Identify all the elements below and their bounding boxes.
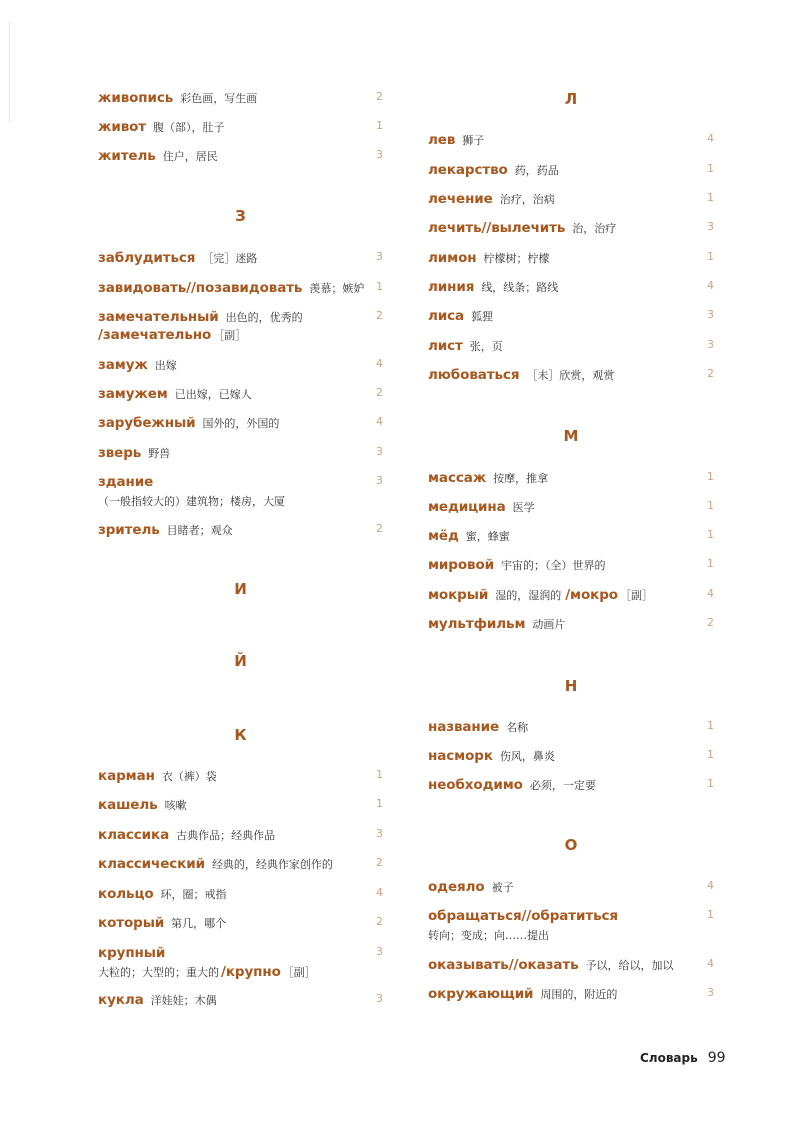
vocab-entry (428, 557, 714, 573)
vocab-entry (428, 220, 714, 236)
entry-line (98, 148, 383, 164)
chinese-translation: 咳嗽 (164, 799, 187, 812)
lesson-number: 1 (707, 250, 714, 263)
chinese-translation: 转向；变成；向……提出 (428, 929, 549, 942)
russian-word: название (428, 719, 500, 735)
entry-line (98, 992, 383, 1008)
entry-line (98, 90, 383, 106)
vocab-entry (98, 357, 383, 373)
chinese-translation: （一般指较大的）建筑物；楼房，大厦 (98, 495, 285, 508)
chinese-translation: 按摩，推拿 (493, 472, 549, 485)
russian-word: окружающий (428, 986, 534, 1002)
russian-word: массаж (428, 470, 487, 486)
lesson-number: 1 (707, 748, 714, 761)
lesson-number: 4 (376, 415, 383, 428)
entry-line (428, 587, 714, 603)
chinese-translation: 羡慕；嫉妒 (309, 282, 365, 295)
vocab-entry (428, 616, 714, 632)
vocab-entry (98, 250, 383, 266)
lesson-number: 4 (707, 279, 714, 292)
entry-line (428, 162, 714, 178)
vocab-entry (428, 587, 714, 603)
lesson-number: 1 (376, 280, 383, 293)
russian-word: лиса (428, 308, 465, 324)
vocab-entry (428, 879, 714, 895)
entry-line (428, 338, 714, 354)
russian-word: живот (98, 119, 147, 135)
chinese-translation: 古典作品；经典作品 (176, 829, 276, 842)
part-of-speech: ［副］ (282, 966, 316, 979)
entry-line (428, 367, 714, 383)
vocab-entry (428, 908, 714, 943)
russian-adverb: /замечательно (98, 327, 212, 343)
lesson-number: 3 (376, 827, 383, 840)
russian-word: обращаться//обратиться (428, 908, 618, 924)
lesson-number: 4 (707, 879, 714, 892)
lesson-number: 4 (707, 957, 714, 970)
vocab-entry (428, 957, 714, 973)
vocab-entry (428, 528, 714, 544)
chinese-translation: 国外的，外国的 (202, 417, 280, 430)
entry-line (98, 280, 383, 296)
russian-word: завидовать//позавидовать (98, 280, 303, 296)
lesson-number: 2 (376, 915, 383, 928)
russian-word: мультфильм (428, 616, 526, 632)
chinese-translation: 经典的，经典作家创作的 (211, 858, 333, 871)
entry-line (428, 616, 714, 632)
section-letter: Л (564, 90, 578, 108)
russian-word: мировой (428, 557, 495, 573)
russian-word: лимон (428, 250, 477, 266)
russian-word: живопись (98, 90, 174, 106)
entry-line (98, 886, 383, 902)
entry-line (98, 119, 383, 135)
lesson-number: 2 (376, 309, 383, 322)
lesson-number: 1 (707, 908, 714, 921)
chinese-translation: 环，圈；戒指 (160, 888, 227, 901)
entry-line (428, 132, 714, 148)
lesson-number: 1 (707, 528, 714, 541)
vocab-entry (98, 90, 383, 106)
part-of-speech: ［副］ (213, 329, 247, 342)
chinese-translation: 医学 (512, 501, 535, 514)
entry-line (428, 470, 714, 486)
vocab-entry (428, 748, 714, 764)
chinese-translation: 柠檬树；柠檬 (483, 252, 550, 265)
chinese-translation: 狐狸 (471, 310, 494, 323)
chinese-translation: 湿的，湿润的 (495, 589, 562, 602)
lesson-number: 1 (376, 768, 383, 781)
vocab-entry (428, 191, 714, 207)
lesson-number: 3 (376, 992, 383, 1005)
vocab-entry (98, 856, 383, 872)
russian-word: лекарство (428, 162, 508, 178)
entry-line (428, 499, 714, 515)
entry-line (428, 957, 714, 973)
russian-word: лечить//вылечить (428, 220, 566, 236)
chinese-translation: 必须，一定要 (529, 779, 596, 792)
russian-word: насморк (428, 748, 493, 764)
chinese-translation: 出色的，优秀的 (225, 311, 303, 324)
vocab-entry (428, 250, 714, 266)
page-footer (640, 1050, 726, 1066)
entry-line-2 (98, 327, 383, 343)
lesson-number: 4 (707, 132, 714, 145)
chinese-translation: 大粒的；大型的；重大的 (98, 966, 219, 979)
chinese-translation: 张，页 (469, 340, 503, 353)
chinese-translation: 住户，居民 (162, 150, 218, 163)
part-of-speech: ［副］ (619, 589, 653, 602)
chinese-translation: 周围的，附近的 (540, 988, 618, 1001)
entry-line (428, 250, 714, 266)
lesson-number: 2 (707, 367, 714, 380)
russian-word: житель (98, 148, 156, 164)
chinese-translation: 衣（裤）袋 (161, 770, 217, 783)
lesson-number: 1 (707, 557, 714, 570)
section-letter: М (563, 427, 579, 445)
entry-line (98, 474, 383, 490)
vocab-entry (98, 309, 383, 343)
russian-word: замечательный (98, 309, 219, 325)
russian-word: любоваться (428, 367, 520, 383)
russian-word: заблудиться (98, 250, 196, 266)
chinese-translation: 药，药品 (514, 164, 559, 177)
lesson-number: 1 (707, 719, 714, 732)
lesson-number: 1 (707, 162, 714, 175)
lesson-number: 1 (376, 797, 383, 810)
chinese-translation: 治，治疗 (572, 222, 617, 235)
russian-word: замуж (98, 357, 148, 373)
vocab-entry (98, 415, 383, 431)
chinese-translation: 被子 (491, 881, 514, 894)
entry-line (98, 768, 383, 784)
entry-line (428, 279, 714, 295)
chinese-translation: 彩色画，写生画 (180, 92, 258, 105)
russian-word: необходимо (428, 777, 523, 793)
lesson-number: 3 (376, 148, 383, 161)
russian-word: зарубежный (98, 415, 196, 431)
vocab-entry (428, 132, 714, 148)
chinese-translation: 名称 (506, 721, 529, 734)
chinese-translation: 洋娃娃；木偶 (150, 994, 217, 1007)
russian-word: лечение (428, 191, 493, 207)
chinese-translation: 第几，哪个 (171, 917, 227, 930)
lesson-number: 3 (707, 986, 714, 999)
chinese-translation: 蜜，蜂蜜 (465, 530, 510, 543)
lesson-number: 2 (376, 522, 383, 535)
entry-line (428, 557, 714, 573)
russian-word: зритель (98, 522, 160, 538)
chinese-translation: ［完］迷路 (202, 252, 258, 265)
vocab-entry (428, 162, 714, 178)
section-letter: О (564, 836, 578, 854)
vocab-entry (98, 386, 383, 402)
russian-word: лист (428, 338, 463, 354)
entry-line-2 (428, 924, 714, 943)
section-letter: К (234, 726, 247, 744)
entry-line (98, 522, 383, 538)
entry-line (428, 220, 714, 236)
entry-line (98, 386, 383, 402)
vocab-entry (428, 777, 714, 793)
russian-word: замужем (98, 386, 168, 402)
section-letter: И (234, 580, 247, 598)
entry-line-2 (98, 961, 383, 980)
entry-line (98, 856, 383, 872)
chinese-translation: 治疗，治病 (499, 193, 555, 206)
lesson-number: 3 (707, 338, 714, 351)
russian-word: оказывать//оказать (428, 957, 579, 973)
vocab-entry (428, 338, 714, 354)
margin-rule (9, 22, 10, 122)
russian-word: карман (98, 768, 155, 784)
russian-word: кашель (98, 797, 158, 813)
vocab-entry (98, 827, 383, 843)
section-letter: З (235, 207, 246, 225)
lesson-number: 3 (376, 474, 383, 487)
vocab-entry (98, 886, 383, 902)
vocab-entry (98, 148, 383, 164)
lesson-number: 2 (376, 386, 383, 399)
page-number: 99 (707, 1050, 726, 1066)
entry-line (98, 415, 383, 431)
lesson-number: 3 (707, 308, 714, 321)
lesson-number: 3 (376, 945, 383, 958)
russian-word: классика (98, 827, 170, 843)
chinese-translation: 予以，给以，加以 (585, 959, 674, 972)
vocab-entry (428, 279, 714, 295)
chinese-translation: 伤风，鼻炎 (499, 750, 555, 763)
vocab-entry (98, 280, 383, 296)
entry-line (428, 308, 714, 324)
chinese-translation: 腹（部），肚子 (153, 121, 225, 134)
footer-section-title: Словарь (640, 1051, 698, 1065)
vocab-entry (98, 522, 383, 538)
russian-word: кольцо (98, 886, 154, 902)
vocab-entry (98, 797, 383, 813)
lesson-number: 3 (376, 250, 383, 263)
entry-line-2 (98, 490, 383, 509)
entry-line (98, 250, 383, 266)
entry-line (98, 797, 383, 813)
entry-line (428, 528, 714, 544)
lesson-number: 3 (707, 220, 714, 233)
section-letter: Й (234, 652, 247, 670)
entry-line (98, 309, 383, 325)
lesson-number: 1 (707, 191, 714, 204)
lesson-number: 2 (376, 90, 383, 103)
chinese-translation: 线，线条；路线 (481, 281, 559, 294)
vocab-entry (98, 119, 383, 135)
lesson-number: 4 (376, 886, 383, 899)
vocab-entry (428, 308, 714, 324)
russian-word: линия (428, 279, 475, 295)
lesson-number: 1 (707, 777, 714, 790)
vocab-entry (98, 768, 383, 784)
entry-line (428, 748, 714, 764)
lesson-number: 1 (707, 499, 714, 512)
chinese-translation: 已出嫁，已嫁人 (174, 388, 252, 401)
chinese-translation: 野兽 (148, 447, 171, 460)
entry-line (428, 191, 714, 207)
vocab-entry (428, 719, 714, 735)
russian-word: классический (98, 856, 205, 872)
entry-line (98, 915, 383, 931)
russian-word: крупный (98, 945, 166, 961)
russian-adverb: /мокро (565, 587, 618, 603)
vocab-entry (98, 992, 383, 1008)
section-letter: Н (564, 677, 578, 695)
chinese-translation: 动画片 (532, 618, 566, 631)
entry-line (428, 777, 714, 793)
russian-word: здание (98, 474, 154, 490)
vocab-entry (428, 499, 714, 515)
chinese-translation: 出嫁 (154, 359, 177, 372)
russian-word: медицина (428, 499, 506, 515)
lesson-number: 1 (707, 470, 714, 483)
entry-line (428, 719, 714, 735)
entry-line (428, 986, 714, 1002)
vocab-entry (428, 367, 714, 383)
lesson-number: 2 (707, 616, 714, 629)
vocab-entry (98, 945, 383, 980)
vocab-entry (428, 986, 714, 1002)
russian-adverb: /крупно (221, 964, 281, 980)
lesson-number: 2 (376, 856, 383, 869)
lesson-number: 4 (707, 587, 714, 600)
chinese-translation: ［未］欣赏，观赏 (526, 369, 615, 382)
lesson-number: 1 (376, 119, 383, 132)
chinese-translation: 狮子 (462, 134, 485, 147)
russian-word: мокрый (428, 587, 489, 603)
entry-line (98, 945, 383, 961)
entry-line (428, 908, 714, 924)
vocab-entry (98, 915, 383, 931)
lesson-number: 3 (376, 445, 383, 458)
entry-line (98, 445, 383, 461)
russian-word: мёд (428, 528, 459, 544)
chinese-translation: 目睹者；观众 (166, 524, 233, 537)
russian-word: который (98, 915, 165, 931)
russian-word: лев (428, 132, 456, 148)
vocab-entry (98, 474, 383, 509)
russian-word: кукла (98, 992, 144, 1008)
russian-word: одеяло (428, 879, 485, 895)
russian-word: зверь (98, 445, 142, 461)
vocab-entry (428, 470, 714, 486)
entry-line (98, 827, 383, 843)
chinese-translation: 宇宙的；（全）世界的 (501, 559, 606, 572)
entry-line (428, 879, 714, 895)
entry-line (98, 357, 383, 373)
lesson-number: 4 (376, 357, 383, 370)
vocab-entry (98, 445, 383, 461)
